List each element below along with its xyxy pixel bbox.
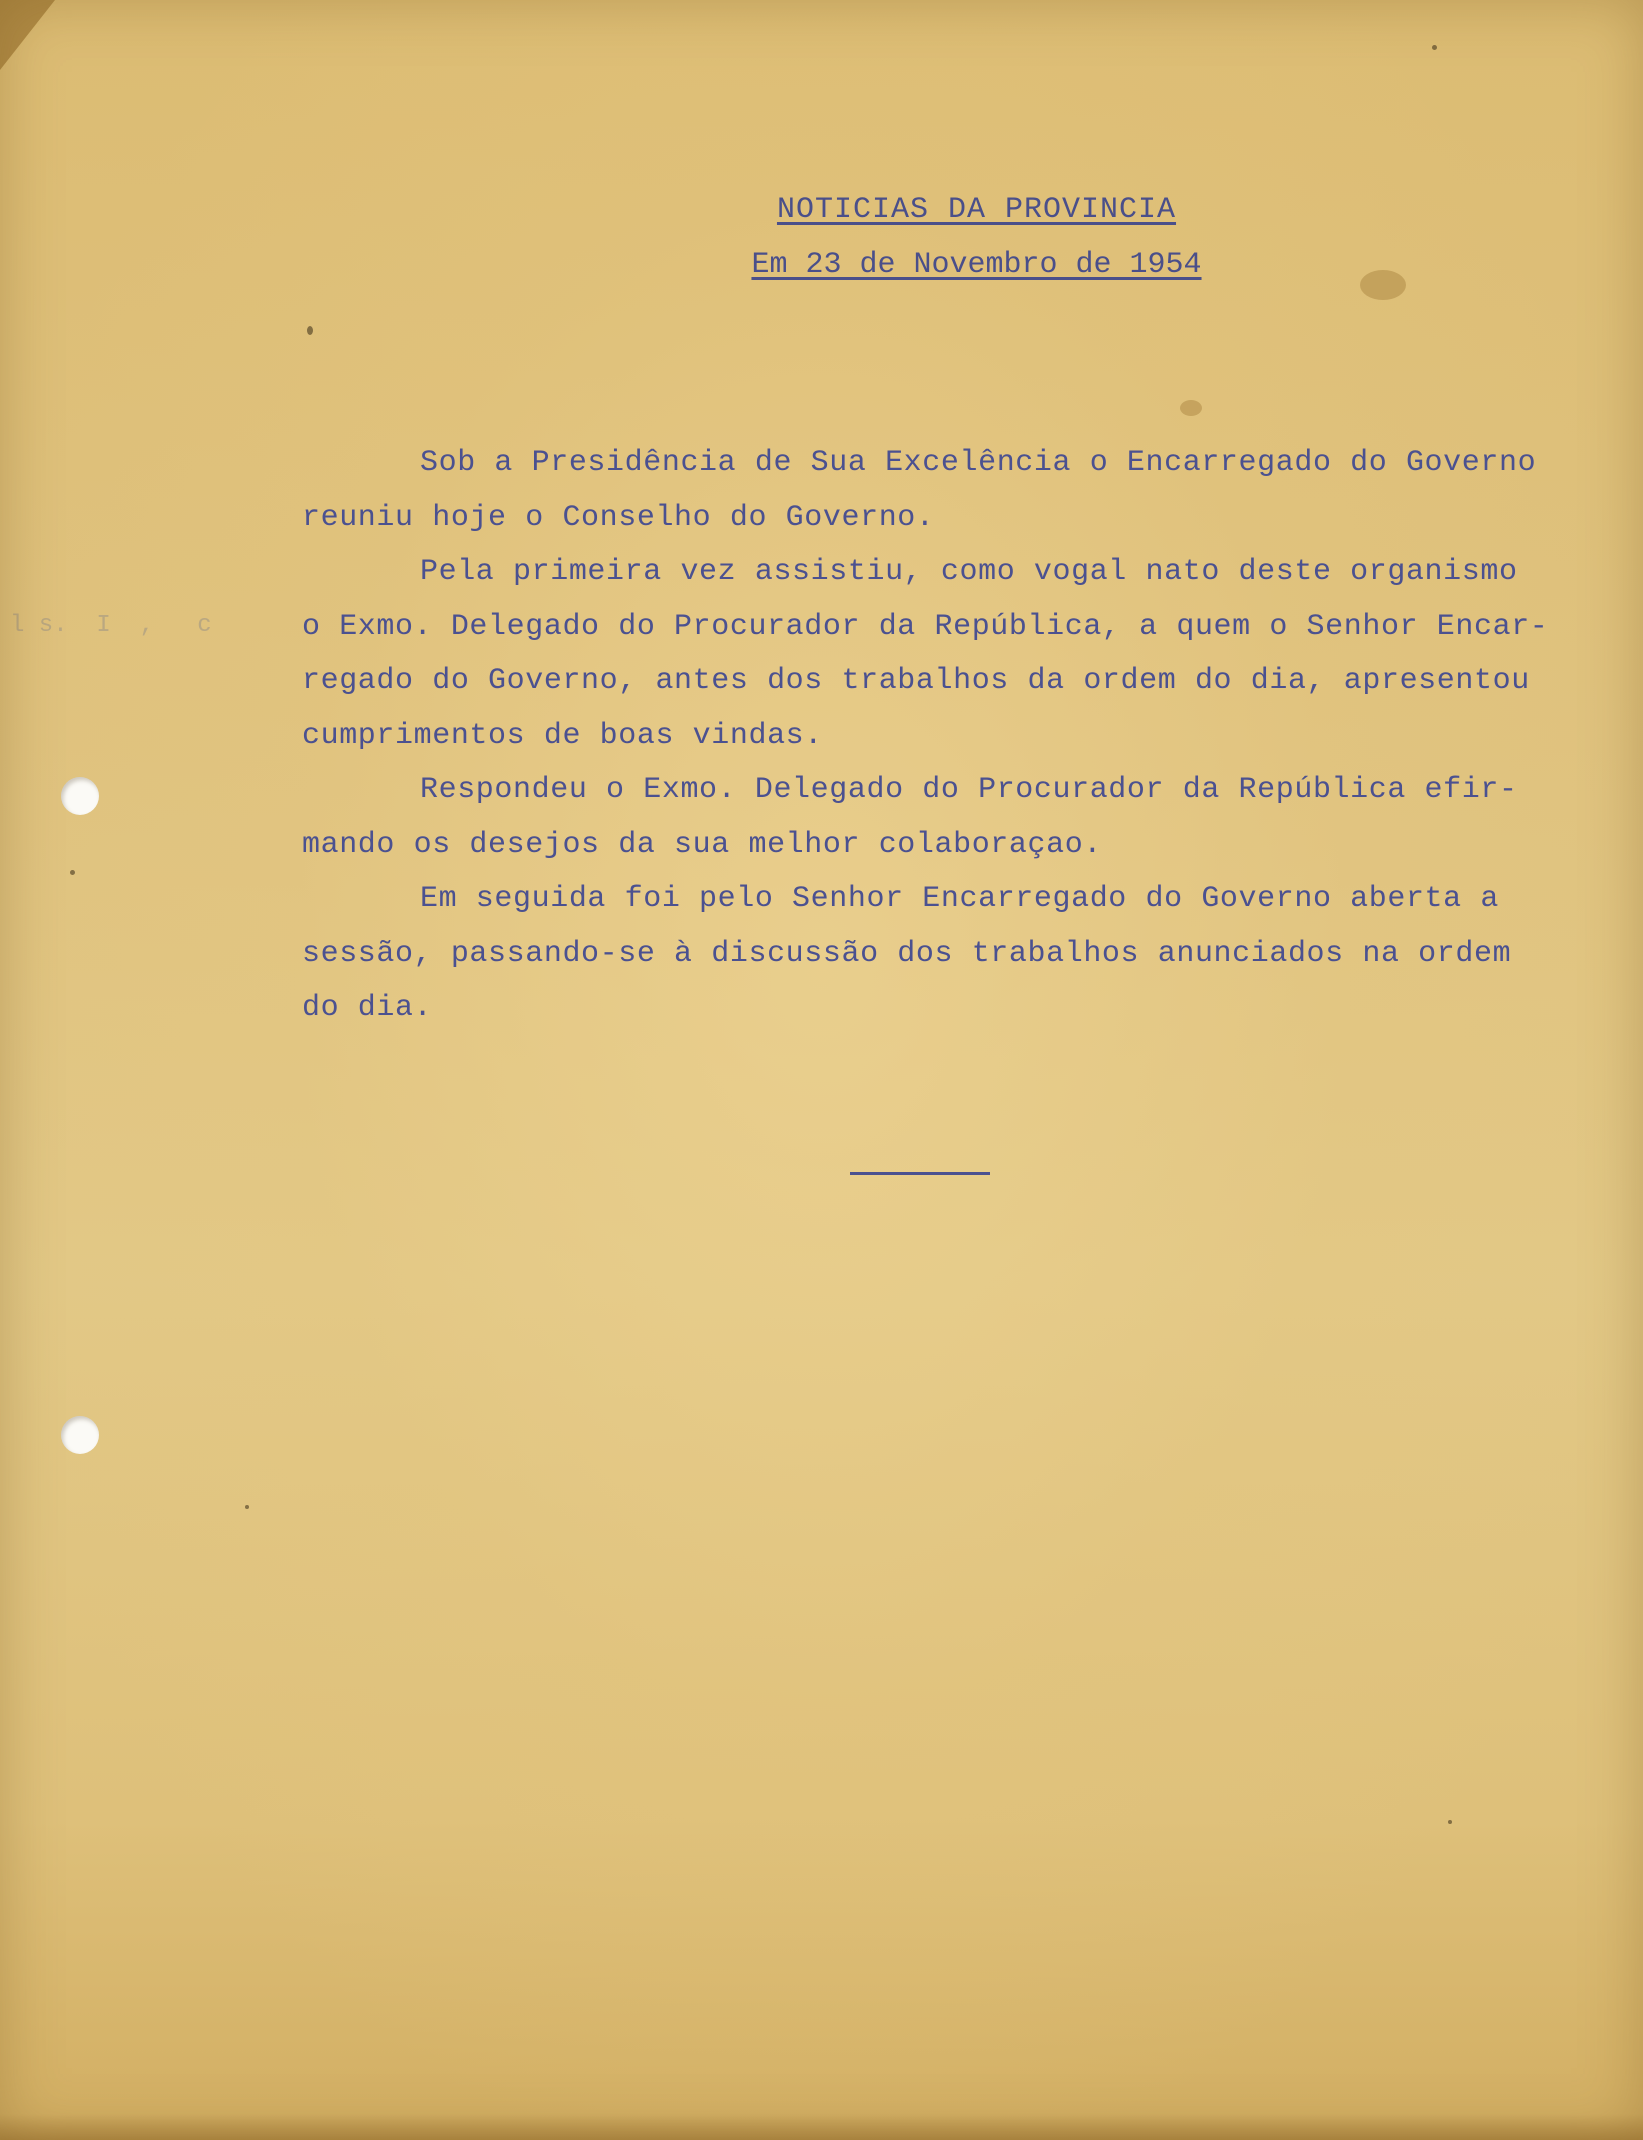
ink-speck xyxy=(1448,1820,1452,1824)
document-date: Em 23 de Novembro de 1954 xyxy=(751,248,1202,282)
ink-speck xyxy=(245,1505,249,1509)
stain-mark xyxy=(1180,400,1202,416)
section-separator-line xyxy=(850,1172,990,1175)
document-title: NOTICIAS DA PROVINCIA xyxy=(776,193,1177,227)
paragraph-line: Respondeu o Exmo. Delegado do Procurador da República efir- xyxy=(420,773,1518,807)
paragraph-line: o Exmo. Delegado do Procurador da República, a quem o Senhor Encar- xyxy=(302,609,1549,644)
ink-speck xyxy=(1432,45,1437,50)
paragraph-line: reuniu hoje o Conselho do Governo. xyxy=(302,500,935,535)
paper-bottom-edge xyxy=(0,2114,1643,2140)
paragraph-4 xyxy=(302,872,1602,1036)
ink-speck xyxy=(307,326,313,335)
punch-hole xyxy=(61,777,99,815)
paragraph-line: Sob a Presidência de Sua Excelência o Encarregado do Governo xyxy=(420,446,1537,480)
paragraph-line: cumprimentos de boas vindas. xyxy=(302,718,823,753)
faded-margin-text: l s. I , c xyxy=(10,612,212,639)
paragraph-line: do dia. xyxy=(302,991,433,1025)
document-body xyxy=(302,436,1602,1036)
paragraph-1 xyxy=(302,436,1602,545)
paragraph-line: mando os desejos da sua melhor colaboraçao. xyxy=(302,827,1102,862)
paragraph-line: regado do Governo, antes dos trabalhos da ordem do dia, apresentou xyxy=(302,664,1530,698)
paragraph-line: Em seguida foi pelo Senhor Encarregado do Governo aberta a xyxy=(420,882,1499,916)
punch-hole xyxy=(61,1416,99,1454)
paragraph-3 xyxy=(302,763,1602,872)
paragraph-line: Pela primeira vez assistiu, como vogal nato deste organismo xyxy=(420,555,1518,589)
paragraph-line: sessão, passando-se à discussão dos trabalhos anunciados na ordem xyxy=(302,936,1512,971)
folded-corner xyxy=(0,0,55,70)
paragraph-2 xyxy=(302,545,1602,763)
ink-speck xyxy=(70,870,75,875)
